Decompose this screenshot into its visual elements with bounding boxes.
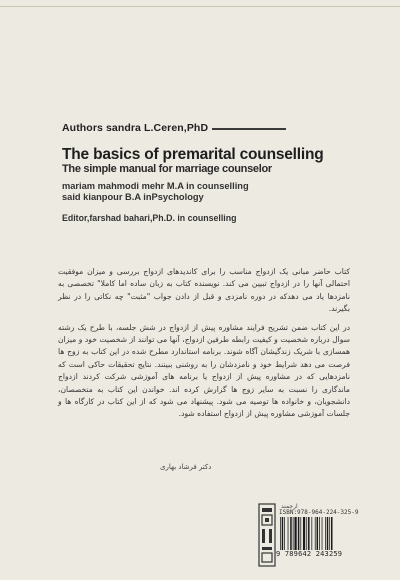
top-divider xyxy=(0,6,400,7)
authors-text: Authors sandra L.Ceren,PhD xyxy=(62,122,209,134)
translators xyxy=(62,181,249,203)
publisher-logo-icon xyxy=(258,503,276,567)
translator-1: mariam mahmodi mehr M.A in counselling xyxy=(62,181,249,191)
blurb-text xyxy=(58,266,350,427)
book-subtitle: The simple manual for marriage counselor xyxy=(62,163,272,175)
blurb-paragraph-2: در این کتاب ضمن تشریح فرایند مشاوره پیش از ازدواج در شش جلسه، با طرح یک رشته سوال درباره شخصیت و کیفیت رابطه طرفین ازدواج، آنها می توانند از شخصیت خود و میزان همسازی با شریک زندگیشان آگاه شوند. برنامه استاندارد مطرح شده در این کتاب به زوج ها فرصت می دهد شرایط خود و نامزدشان را به روشنی ببینند. نتایج تحقیقات حاکی است که نامزدهایی که در مشاوره پیش از ازدواج یا برنامه های آموزشی شرکت کردند ازدواج ماندگاری را نسبت به سایر زوج ها گزارش کرده اند. خواندن این کتاب به متخصصان، دانشجویان، و خانواده ها توصیه می شود. پیشنهاد می شود که از این کتاب در کارگاه ها و جلسات آموزشی مشاوره پیش از ازدواج استفاده شود. xyxy=(58,322,350,419)
blurb-paragraph-1: کتاب حاضر مبانی یک ازدواج مناسب را برای کاندیدهای ازدواج بررسی و میزان موفقیت احتمالی آنها را در ازدواج تبیین می کند. نویسنده کتاب به زبان ساده اما کاملا" تخصصی به نامزدها یاد می دهدکه در دوره نامزدی و قبل از دادن جواب "مثبت" چه نکاتی را در نظر بگیرند. xyxy=(58,267,350,314)
barcode-icon xyxy=(279,517,349,550)
editor-credit: Editor,farshad bahari,Ph.D. in counselling xyxy=(62,213,237,223)
blurb-signature: دکتر فرشاد بهاری xyxy=(160,463,212,471)
authors-line xyxy=(62,122,286,134)
authors-underline xyxy=(212,128,286,130)
isbn-label: ISBN:978-964-224-325-9 xyxy=(279,509,359,516)
translator-2: said kianpour B.A inPsychology xyxy=(62,192,204,202)
barcode-digits: 9 789642 243259 xyxy=(276,550,343,558)
book-title: The basics of premarital counselling xyxy=(62,146,324,163)
publisher-name: ارجمند xyxy=(281,503,298,510)
